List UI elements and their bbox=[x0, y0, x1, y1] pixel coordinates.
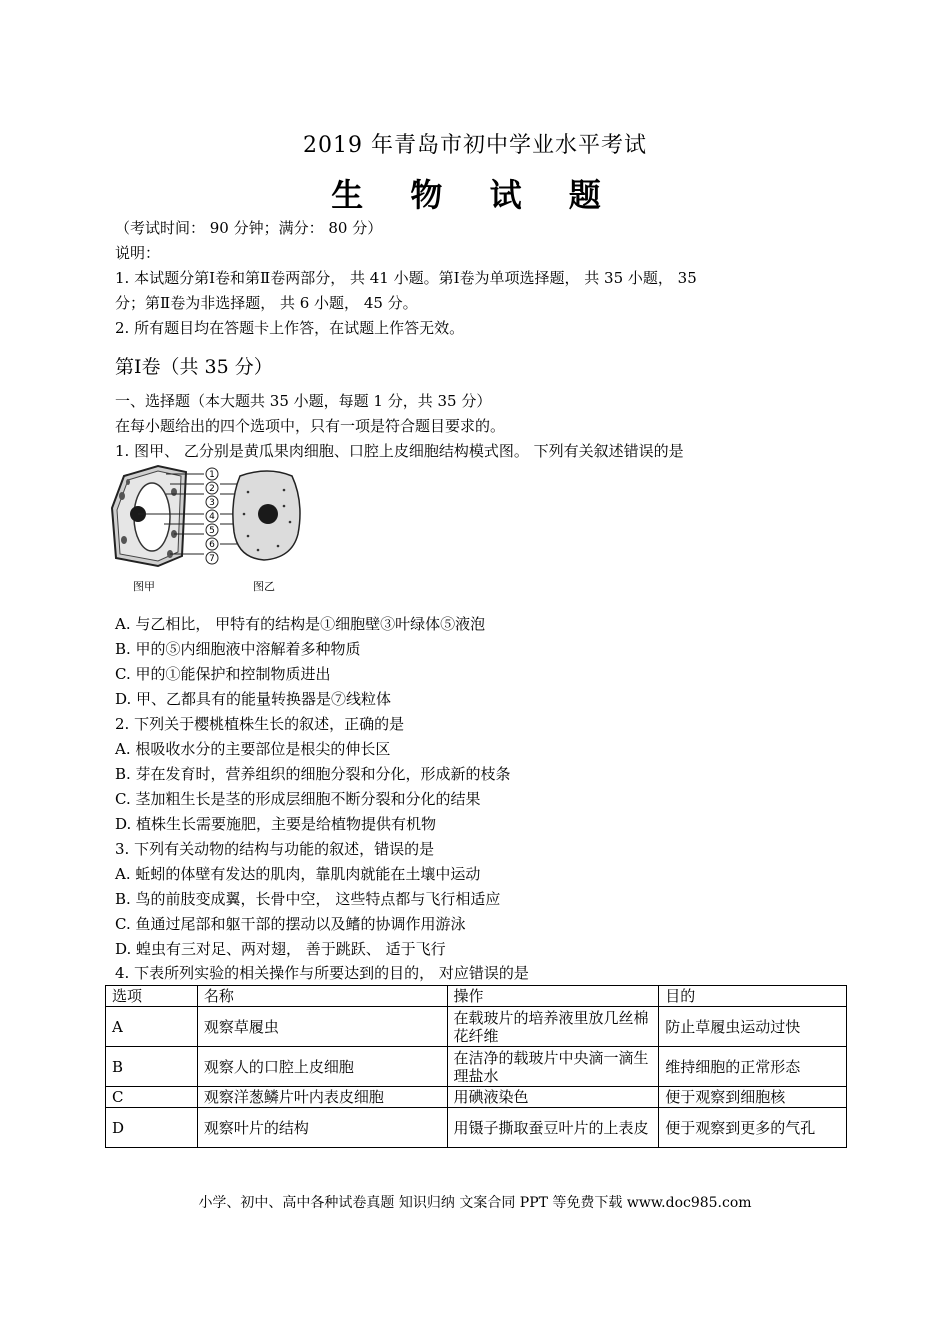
table-cell: 观察人的口腔上皮细胞 bbox=[197, 1047, 447, 1087]
table-cell: B bbox=[106, 1047, 198, 1087]
q3-option-a: A. 蚯蚓的体壁有发达的肌肉，靠肌肉就能在土壤中运动 bbox=[115, 865, 481, 883]
q3-stem: 3. 下列有关动物的结构与功能的叙述，错误的是 bbox=[115, 840, 435, 858]
svg-text:7: 7 bbox=[209, 554, 215, 564]
table-row bbox=[106, 1007, 847, 1047]
exam-time-note: （考试时间： 90 分钟；满分： 80 分） bbox=[115, 219, 383, 237]
q2-option-d: D. 植株生长需要施肥，主要是给植物提供有机物 bbox=[115, 815, 437, 833]
table-cell: 用碘液染色 bbox=[447, 1087, 659, 1108]
plant-cell-diagram bbox=[112, 466, 186, 566]
table-header-cell: 目的 bbox=[659, 986, 847, 1007]
section-1-title: 第Ⅰ卷（共 35 分） bbox=[115, 356, 273, 378]
q2-option-b: B. 芽在发育时，营养组织的细胞分裂和分化，形成新的枝条 bbox=[115, 765, 511, 783]
q2-option-a: A. 根吸收水分的主要部位是根尖的伸长区 bbox=[115, 740, 391, 758]
table-cell: 观察草履虫 bbox=[197, 1007, 447, 1047]
q1-option-c: C. 甲的①能保护和控制物质进出 bbox=[115, 665, 331, 683]
svg-text:6: 6 bbox=[209, 540, 215, 550]
table-row bbox=[106, 1087, 847, 1108]
q4-experiment-table bbox=[105, 985, 847, 1148]
exam-title: 2019 年青岛市初中学业水平考试 bbox=[303, 133, 647, 158]
q1-option-a: A. 与乙相比， 甲特有的结构是①细胞壁③叶绿体⑤液泡 bbox=[115, 615, 486, 633]
table-cell: D bbox=[106, 1108, 198, 1148]
page-footer: 小学、初中、高中各种试卷真题 知识归纳 文案合同 PPT 等免费下载 www.doc985.com bbox=[198, 1195, 752, 1211]
table-cell: A bbox=[106, 1007, 198, 1047]
table-row bbox=[106, 1108, 847, 1148]
table-header-cell: 选项 bbox=[106, 986, 198, 1007]
table-cell: 维持细胞的正常形态 bbox=[659, 1047, 847, 1087]
part-1-title: 一、选择题（本大题共 35 小题，每题 1 分，共 35 分） bbox=[115, 392, 492, 410]
animal-cell-diagram bbox=[233, 471, 300, 560]
svg-text:3: 3 bbox=[209, 498, 215, 508]
table-cell: 便于观察到更多的气孔 bbox=[659, 1108, 847, 1148]
table-cell: C bbox=[106, 1087, 198, 1108]
svg-text:5: 5 bbox=[209, 526, 215, 536]
figure-label-a: 图甲 bbox=[133, 580, 155, 593]
cell-diagram-figure bbox=[108, 462, 308, 600]
note-2: 2. 所有题目均在答题卡上作答，在试题上作答无效。 bbox=[115, 319, 465, 337]
subject-title: 生 物 试 题 bbox=[331, 176, 619, 214]
table-cell: 观察洋葱鳞片叶内表皮细胞 bbox=[197, 1087, 447, 1108]
q1-option-b: B. 甲的⑤内细胞液中溶解着多种物质 bbox=[115, 640, 361, 658]
note-1-line-2: 分；第Ⅱ卷为非选择题， 共 6 小题， 45 分。 bbox=[115, 294, 418, 312]
table-row bbox=[106, 1047, 847, 1087]
table-cell: 在洁净的载玻片中央滴一滴生理盐水 bbox=[447, 1047, 659, 1087]
figure-label-b: 图乙 bbox=[253, 580, 275, 593]
note-1-line-1: 1. 本试题分第Ⅰ卷和第Ⅱ卷两部分， 共 41 小题。第Ⅰ卷为单项选择题， 共 35 小题， 35 bbox=[115, 269, 697, 287]
q3-option-d: D. 蝗虫有三对足、两对翅， 善于跳跃、 适于飞行 bbox=[115, 940, 446, 958]
table-cell: 便于观察到细胞核 bbox=[659, 1087, 847, 1108]
svg-text:1: 1 bbox=[209, 470, 215, 480]
q1-stem: 1. 图甲、 乙分别是黄瓜果肉细胞、口腔上皮细胞结构模式图。 下列有关叙述错误的是 bbox=[115, 442, 684, 460]
structure-number-labels bbox=[206, 468, 218, 564]
table-cell: 在载玻片的培养液里放几丝棉花纤维 bbox=[447, 1007, 659, 1047]
q1-option-d: D. 甲、乙都具有的能量转换器是⑦线粒体 bbox=[115, 690, 392, 708]
svg-text:2: 2 bbox=[209, 484, 215, 494]
table-header-cell: 操作 bbox=[447, 986, 659, 1007]
q4-stem: 4. 下表所列实验的相关操作与所要达到的目的， 对应错误的是 bbox=[115, 964, 529, 982]
table-cell: 用镊子撕取蚕豆叶片的上表皮 bbox=[447, 1108, 659, 1148]
svg-text:4: 4 bbox=[209, 512, 215, 522]
part-1-instruction: 在每小题给出的四个选项中，只有一项是符合题目要求的。 bbox=[115, 417, 506, 435]
q3-option-b: B. 鸟的前肢变成翼，长骨中空， 这些特点都与飞行相适应 bbox=[115, 890, 501, 908]
q2-stem: 2. 下列关于樱桃植株生长的叙述，正确的是 bbox=[115, 715, 405, 733]
notes-label: 说明： bbox=[115, 244, 161, 262]
table-header-cell: 名称 bbox=[197, 986, 447, 1007]
table-header-row bbox=[106, 986, 847, 1007]
table-cell: 观察叶片的结构 bbox=[197, 1108, 447, 1148]
table-cell: 防止草履虫运动过快 bbox=[659, 1007, 847, 1047]
q2-option-c: C. 茎加粗生长是茎的形成层细胞不断分裂和分化的结果 bbox=[115, 790, 481, 808]
q3-option-c: C. 鱼通过尾部和躯干部的摆动以及鳍的协调作用游泳 bbox=[115, 915, 466, 933]
